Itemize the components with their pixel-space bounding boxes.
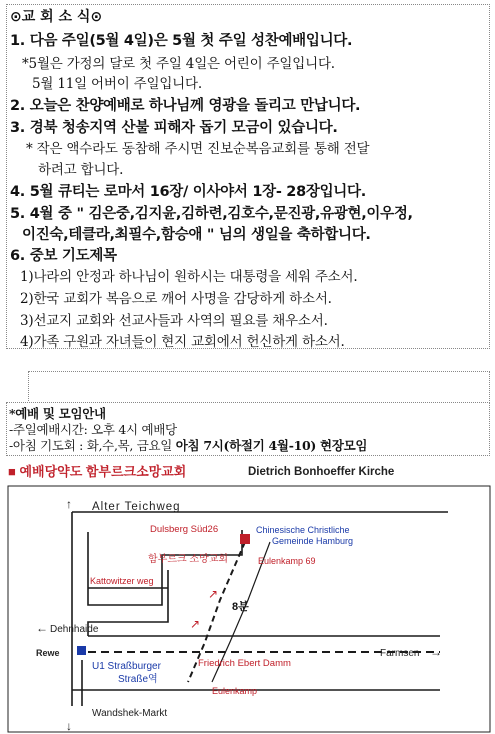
route-arrow-icon-2: ↗ <box>190 617 201 631</box>
bulletin-item-2: 2. 오늘은 찬양예배로 하나님께 영광을 돌리고 만납니다. <box>10 98 361 114</box>
bulletin-item-1a: *5월은 가정의 달로 첫 주일 4일은 어린이 주일입니다. <box>22 56 335 72</box>
arrow-down-icon: ↓ <box>66 719 72 733</box>
label-alter: Alter Teichweg <box>92 501 181 513</box>
worship-line-2-bold: 아침 7시(하절기 4월-10) 현장모임 <box>175 438 368 453</box>
worship-title: *예배 및 모임안내 <box>9 406 106 421</box>
label-eulenkamp69: Eulenkamp 69 <box>258 556 316 566</box>
road-dulsberg <box>88 530 242 605</box>
label-church-kr: 함부르크 소망교회 <box>148 554 229 565</box>
label-dulsberg: Dulsberg Süd26 <box>150 524 219 535</box>
label-church-de-1: Chinesische Christliche <box>256 525 350 535</box>
label-kattowitzer: Kattowitzer weg <box>90 576 154 586</box>
bulletin-item-1b: 5월 11일 어버이 주일입니다. <box>32 76 202 92</box>
label-church-de-2: Gemeinde Hamburg <box>272 536 354 546</box>
label-friedrich: Friedrich Ebert Damm <box>198 658 291 669</box>
worship-line-2-prefix: -아침 기도회 : 화,수,목, 금요일 <box>9 438 176 453</box>
arrow-right-icon: → <box>430 645 442 659</box>
label-farmsen: Farmsen <box>380 648 420 659</box>
label-minutes: 8분 <box>232 601 249 613</box>
label-u1: U1 Straßburger <box>92 661 161 672</box>
route-arrow-icon: ↗ <box>208 587 219 601</box>
bulletin-item-3: 3. 경북 청송지역 산불 피해자 돕기 모금이 있습니다. <box>10 120 338 136</box>
arrow-left-icon: ← <box>36 621 48 635</box>
map-heading-kr: ■ 예배당약도 함부르크소망교회 <box>8 464 187 479</box>
label-rewe: Rewe <box>36 648 60 658</box>
church-map <box>0 460 495 734</box>
label-dehnhaide: Dehnhaide <box>50 624 99 635</box>
bulletin-item-4: 4. 5월 큐티는 로마서 16장/ 이사야서 1장- 28장입니다. <box>10 184 366 200</box>
prayer-item-2: 2)한국 교회가 복음으로 깨어 사명을 감당하게 하소서. <box>20 291 332 307</box>
prayer-item-3: 3)선교지 교회와 선교사들과 사역의 필요를 채우소서. <box>20 313 328 329</box>
map-heading-de: Dietrich Bonhoeffer Kirche <box>248 466 395 478</box>
bulletin-title: ⊙교 회 소 식⊙ <box>10 9 103 25</box>
bulletin-item-5: 5. 4월 중 " 김은중,김지윤,김하련,김호수,문진광,유광현,이우정, <box>10 206 413 222</box>
bulletin-item-1: 1. 다음 주일(5월 4일)은 5월 첫 주일 성찬예배입니다. <box>10 33 353 49</box>
bulletin-item-3b: 하려고 합니다. <box>38 162 124 178</box>
prayer-item-4: 4)가족 구원과 자녀들이 현지 교회에서 헌신하게 하소서. <box>20 334 345 350</box>
church-marker <box>240 534 250 544</box>
divider <box>28 371 490 401</box>
label-eulenkamp: Eulenkamp <box>212 686 258 696</box>
worship-line-2 <box>9 436 367 454</box>
bulletin-item-6: 6. 중보 기도제목 <box>10 248 117 264</box>
label-wandsbek: Wandshek-Markt <box>92 708 168 719</box>
arrow-up-icon: ↑ <box>66 497 72 511</box>
label-u1b: Straße역 <box>118 674 158 685</box>
worship-line-1: -주일예배시간: 오후 4시 예배당 <box>9 422 177 437</box>
station-marker <box>77 646 86 655</box>
prayer-item-1: 1)나라의 안정과 하나님이 원하시는 대통령을 세워 주소서. <box>20 269 358 285</box>
bulletin-item-5b: 이진숙,테클라,최필수,함승애 " 님의 생일을 축하합니다. <box>22 227 371 243</box>
bulletin-item-3a: * 작은 액수라도 동참해 주시면 진보순복음교회를 통해 전달 <box>26 141 370 157</box>
